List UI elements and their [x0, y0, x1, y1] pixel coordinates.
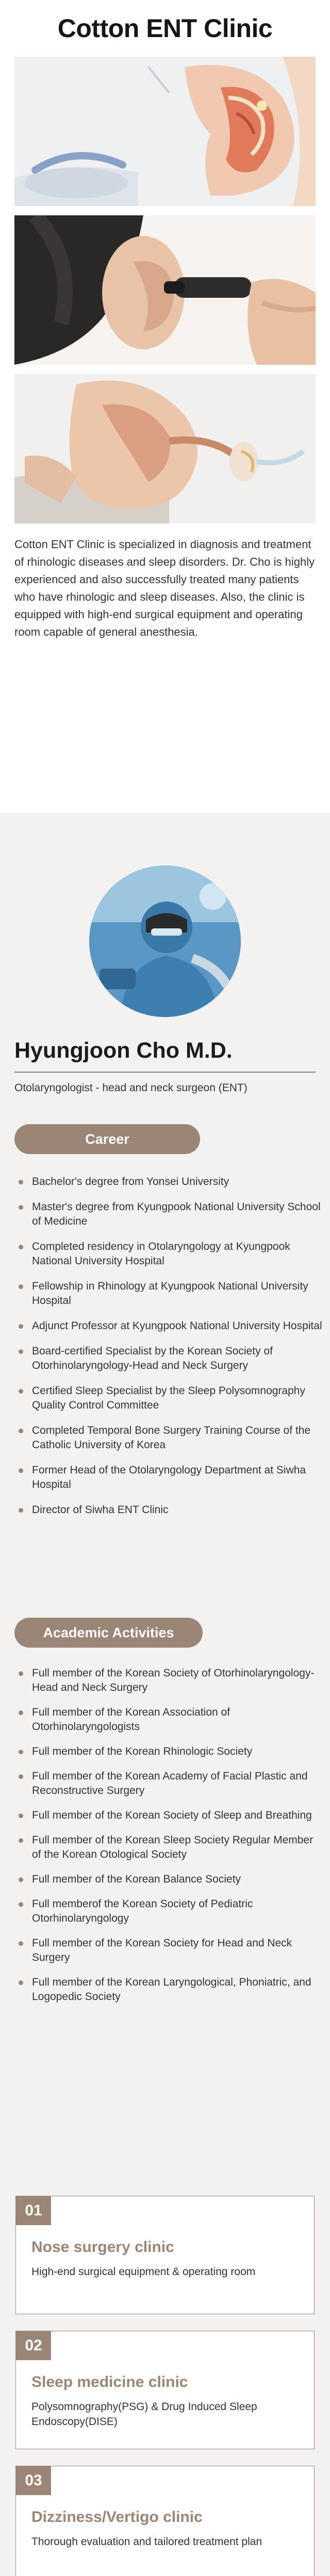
doctor-avatar [89, 866, 241, 1017]
ear-model-illustration [14, 374, 316, 523]
list-item: Full member of the Korean Laryngological, Phoniatric, and Logopedic Society [14, 1975, 324, 2004]
card-title: Dizziness/Vertigo clinic [31, 2509, 203, 2526]
list-item: Full member of the Korean Society for Head and Neck Surgery [14, 1936, 324, 1965]
list-item: Completed Temporal Bone Surgery Training Course of the Catholic University of Korea [14, 1423, 324, 1452]
card-number: 03 [16, 2466, 51, 2495]
service-card-dizziness [15, 2466, 315, 2576]
ear-exam-illustration [14, 215, 316, 365]
doctor-name: Hyungjoon Cho M.D. [14, 1038, 233, 1063]
list-item: Full member of the Korean Balance Society [14, 1872, 324, 1887]
anatomy-model-illustration [14, 57, 316, 206]
ear-model-photo [14, 374, 316, 523]
list-item: Former Head of the Otolaryngology Department at Siwha Hospital [14, 1463, 324, 1492]
card-description: Thorough evaluation and tailored treatment plan [31, 2536, 262, 2548]
service-card-nose [15, 2196, 315, 2314]
list-item: Board-certified Specialist by the Korean Society of Otorhinolaryngology-Head and Neck Surgery [14, 1344, 324, 1373]
list-item: Full member of the Korean Association of Otorhinolaryngologists [14, 1705, 324, 1734]
card-description: Polysomnography(PSG) & Drug Induced Sleep Endoscopy(DISE) [31, 2401, 257, 2428]
list-item: Master's degree from Kyungpook National University School of Medicine [14, 1200, 324, 1229]
list-item: Completed residency in Otolaryngology at Kyungpook National University Hospital [14, 1240, 324, 1268]
name-divider [14, 1072, 316, 1073]
header [0, 0, 330, 57]
list-item: Full member of the Korean Rhinologic Society [14, 1744, 324, 1759]
list-item: Full member of the Korean Society of Sleep and Breathing [14, 1808, 324, 1823]
academic-list [14, 1666, 324, 2004]
career-heading: Career [14, 1124, 200, 1154]
service-card-sleep [15, 2331, 315, 2449]
list-item: Full member of the Korean Academy of Facial Plastic and Reconstructive Surgery [14, 1769, 324, 1798]
list-item: Fellowship in Rhinology at Kyungpook National University Hospital [14, 1279, 324, 1308]
anatomy-model-photo [14, 57, 316, 206]
list-item: Certified Sleep Specialist by the Sleep Polysomnography Quality Control Committee [14, 1384, 324, 1413]
ear-exam-photo [14, 215, 316, 365]
career-list [14, 1175, 324, 1517]
card-title: Sleep medicine clinic [31, 2374, 188, 2391]
list-item: Director of Siwha ENT Clinic [14, 1503, 324, 1517]
page-title: Cotton ENT Clinic [57, 14, 273, 43]
list-item: Adjunct Professor at Kyungpook National University Hospital [14, 1319, 324, 1333]
academic-heading: Academic Activities [14, 1618, 203, 1648]
doctor-role: Otolaryngologist - head and neck surgeon (ENT) [14, 1082, 248, 1094]
list-item: Full member of the Korean Sleep Society Regular Member of the Korean Otological Society [14, 1833, 324, 1862]
list-item: Bachelor's degree from Yonsei University [14, 1175, 324, 1189]
card-number: 02 [16, 2331, 51, 2360]
card-title: Nose surgery clinic [31, 2239, 174, 2256]
card-number: 01 [16, 2196, 51, 2225]
intro-paragraph: Cotton ENT Clinic is specialized in diagnosis and treatment of rhinologic diseases and sleep disorders. Dr. Cho is highly experienced and also successfully treated many patients who have rhinologic and sleep diseases. Also, the clinic is equipped with high-end surgical equipment and operating room capable of general anesthesia. [14, 538, 315, 638]
card-description: High-end surgical equipment & operating room [31, 2266, 256, 2278]
list-item: Full member of the Korean Society of Otorhinolaryngology-Head and Neck Surgery [14, 1666, 324, 1695]
list-item: Full memberof the Korean Society of Pediatric Otorhinolaryngology [14, 1897, 324, 1926]
doctor-photo-illustration [89, 866, 241, 1017]
